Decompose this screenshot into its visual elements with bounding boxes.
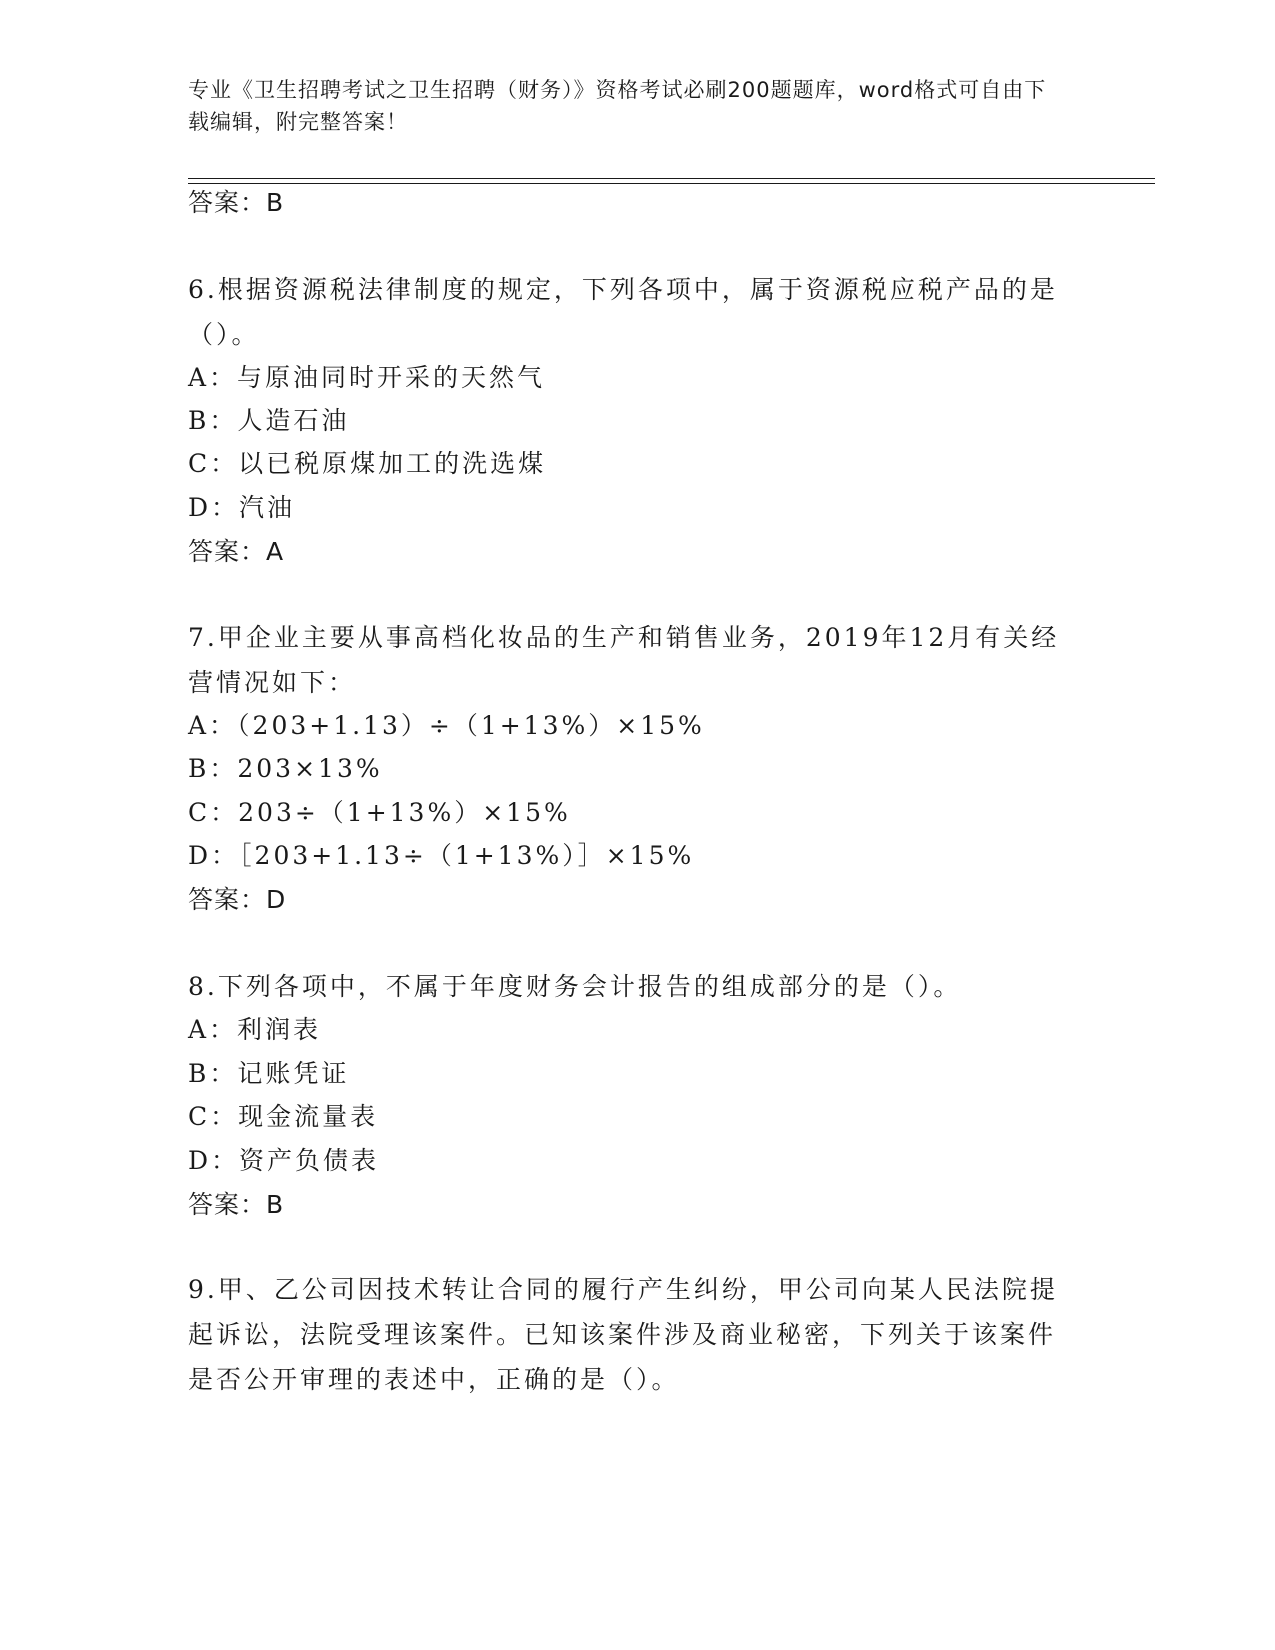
question-8-option-d: D：资产负债表 bbox=[188, 1146, 380, 1175]
question-8-text: 8.下列各项中，不属于年度财务会计报告的组成部分的是（）。 bbox=[188, 972, 962, 1001]
question-8-answer: 答案：B bbox=[188, 1190, 285, 1219]
question-7-option-d: D：［203+1.13÷（1+13%）］×15% bbox=[188, 841, 695, 870]
question-7-option-b: B：203×13% bbox=[188, 754, 383, 783]
question-6-option-d: D：汽油 bbox=[188, 493, 296, 522]
question-9-text: 9.甲、乙公司因技术转让合同的履行产生纠纷，甲公司向某人民法院提起诉讼，法院受理该案件。已知该案件涉及商业秘密，下列关于该案件是否公开审理的表述中，正确的是（）。 bbox=[188, 1275, 1058, 1394]
question-7-option-c: C：203÷（1+13%）×15% bbox=[188, 798, 571, 827]
question-7-option-a: A：（203+1.13）÷（1+13%）×15% bbox=[188, 711, 705, 740]
question-6-answer: 答案：A bbox=[188, 537, 285, 566]
question-8-option-c: C：现金流量表 bbox=[188, 1102, 379, 1131]
question-8-option-a: A：利润表 bbox=[188, 1015, 322, 1044]
question-8-option-b: B：记账凭证 bbox=[188, 1059, 350, 1088]
previous-answer: 答案：B bbox=[188, 188, 285, 217]
question-6-option-b: B：人造石油 bbox=[188, 406, 350, 435]
question-7-answer: 答案：D bbox=[188, 885, 287, 914]
question-6-option-a: A：与原油同时开采的天然气 bbox=[188, 363, 546, 392]
header-divider bbox=[188, 178, 1155, 184]
question-7-text: 7.甲企业主要从事高档化妆品的生产和销售业务，2019年12月有关经营情况如下： bbox=[188, 623, 1060, 697]
question-6-text: 6.根据资源税法律制度的规定，下列各项中，属于资源税应税产品的是（）。 bbox=[188, 275, 1058, 349]
document-header: 专业《卫生招聘考试之卫生招聘（财务）》资格考试必刷200题题库，word格式可自由下载编辑，附完整答案！ bbox=[188, 78, 1047, 134]
question-6-option-c: C：以已税原煤加工的洗选煤 bbox=[188, 449, 547, 478]
